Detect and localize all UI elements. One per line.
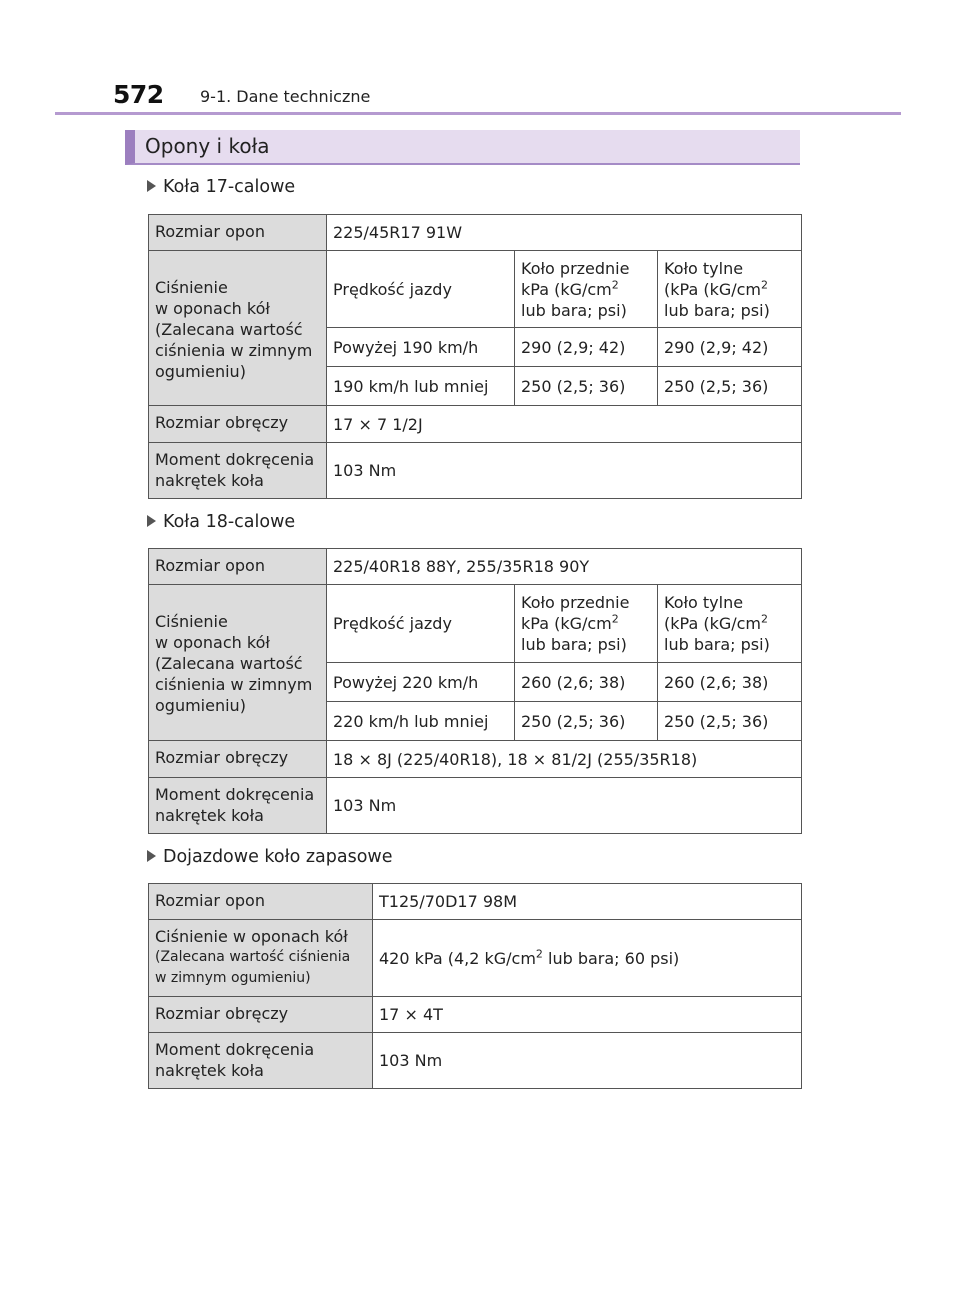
page-number: 572 [113, 80, 164, 109]
pressure-value-a: 420 kPa (4,2 kG/cm [379, 948, 536, 968]
rear-header-sup: 2 [761, 278, 769, 292]
tire-size-value: 225/45R17 91W [327, 215, 802, 251]
subheading-text: Koła 18-calowe [163, 512, 296, 532]
rear-header-a: Koło tylne (kPa (kG/cm [664, 593, 762, 633]
front-header-sup: 2 [611, 612, 619, 626]
pressure-label: Ciśnienie w oponach kół (Zalecana wartość ciśnienia w zimnym ogumieniu) [149, 251, 327, 406]
rear-header-a: Koło tylne (kPa (kG/cm [664, 258, 762, 299]
row1-speed: Powyżej 220 km/h [327, 663, 515, 702]
torque-label: Moment dokręcenia nakrętek koła [149, 1033, 373, 1089]
row2-front: 250 (2,5; 36) [515, 702, 658, 741]
rear-wheel-header [658, 585, 802, 663]
tire-size-value: T125/70D17 98M [373, 884, 802, 920]
pressure-value [373, 920, 802, 997]
pressure-label-main: Ciśnienie w oponach kół [155, 927, 348, 946]
speed-label: Prędkość jazdy [327, 585, 515, 663]
torque-value: 103 Nm [327, 778, 802, 834]
spec-table-spare [148, 883, 802, 1089]
rear-header-sup: 2 [761, 612, 769, 626]
row2-rear: 250 (2,5; 36) [658, 367, 802, 406]
triangle-bullet-icon [147, 850, 156, 862]
torque-label: Moment dokręcenia nakrętek koła [149, 443, 327, 499]
front-wheel-header [515, 251, 658, 328]
rim-size-value: 18 × 8J (225/40R18), 18 × 81/2J (255/35R18) [327, 741, 802, 778]
pressure-label: Ciśnienie w oponach kół (Zalecana wartość ciśnienia w zimnym ogumieniu) [149, 585, 327, 741]
torque-value: 103 Nm [327, 443, 802, 499]
row1-front: 260 (2,6; 38) [515, 663, 658, 702]
row2-front: 250 (2,5; 36) [515, 367, 658, 406]
tire-size-label: Rozmiar opon [149, 884, 373, 920]
rim-size-value: 17 × 7 1/2J [327, 406, 802, 443]
subheading-spare [147, 847, 393, 867]
row1-front: 290 (2,9; 42) [515, 328, 658, 367]
tire-size-label: Rozmiar opon [149, 215, 327, 251]
row1-speed: Powyżej 190 km/h [327, 328, 515, 367]
front-header-a: Koło przednie kPa (kG/cm [521, 258, 630, 299]
row1-rear: 290 (2,9; 42) [658, 328, 802, 367]
pressure-value-b: lub bara; 60 psi) [542, 948, 680, 968]
running-header: 9-1. Dane techniczne [200, 87, 371, 106]
section-header: Opony i koła [125, 130, 800, 165]
subheading-text: Dojazdowe koło zapasowe [163, 847, 393, 867]
rear-wheel-header [658, 251, 802, 328]
row1-rear: 260 (2,6; 38) [658, 663, 802, 702]
row2-rear: 250 (2,5; 36) [658, 702, 802, 741]
rim-size-label: Rozmiar obręczy [149, 997, 373, 1033]
front-header-a: Koło przednie kPa (kG/cm [521, 593, 630, 633]
rim-size-label: Rozmiar obręczy [149, 741, 327, 778]
pressure-value-sup: 2 [535, 947, 543, 961]
spec-table-17 [148, 214, 802, 499]
tire-size-value: 225/40R18 88Y, 255/35R18 90Y [327, 549, 802, 585]
front-wheel-header [515, 585, 658, 663]
torque-value: 103 Nm [373, 1033, 802, 1089]
pressure-label [149, 920, 373, 997]
rim-size-label: Rozmiar obręczy [149, 406, 327, 443]
tire-size-label: Rozmiar opon [149, 549, 327, 585]
speed-label: Prędkość jazdy [327, 251, 515, 328]
rear-header-b: lub bara; psi) [664, 300, 770, 320]
pressure-label-small: (Zalecana wartość ciśnienia w zimnym ogumieniu) [155, 949, 351, 986]
spec-table-18 [148, 548, 802, 834]
rim-size-value: 17 × 4T [373, 997, 802, 1033]
rear-header-b: lub bara; psi) [664, 635, 770, 654]
torque-label: Moment dokręcenia nakrętek koła [149, 778, 327, 834]
front-header-b: lub bara; psi) [521, 300, 627, 320]
front-header-sup: 2 [611, 278, 619, 292]
front-header-b: lub bara; psi) [521, 635, 627, 654]
subheading-wheels-17 [147, 177, 295, 197]
header-rule [55, 112, 901, 115]
triangle-bullet-icon [147, 180, 156, 192]
triangle-bullet-icon [147, 515, 156, 527]
subheading-text: Koła 17-calowe [163, 177, 296, 197]
row2-speed: 190 km/h lub mniej [327, 367, 515, 406]
subheading-wheels-18 [147, 512, 295, 532]
row2-speed: 220 km/h lub mniej [327, 702, 515, 741]
